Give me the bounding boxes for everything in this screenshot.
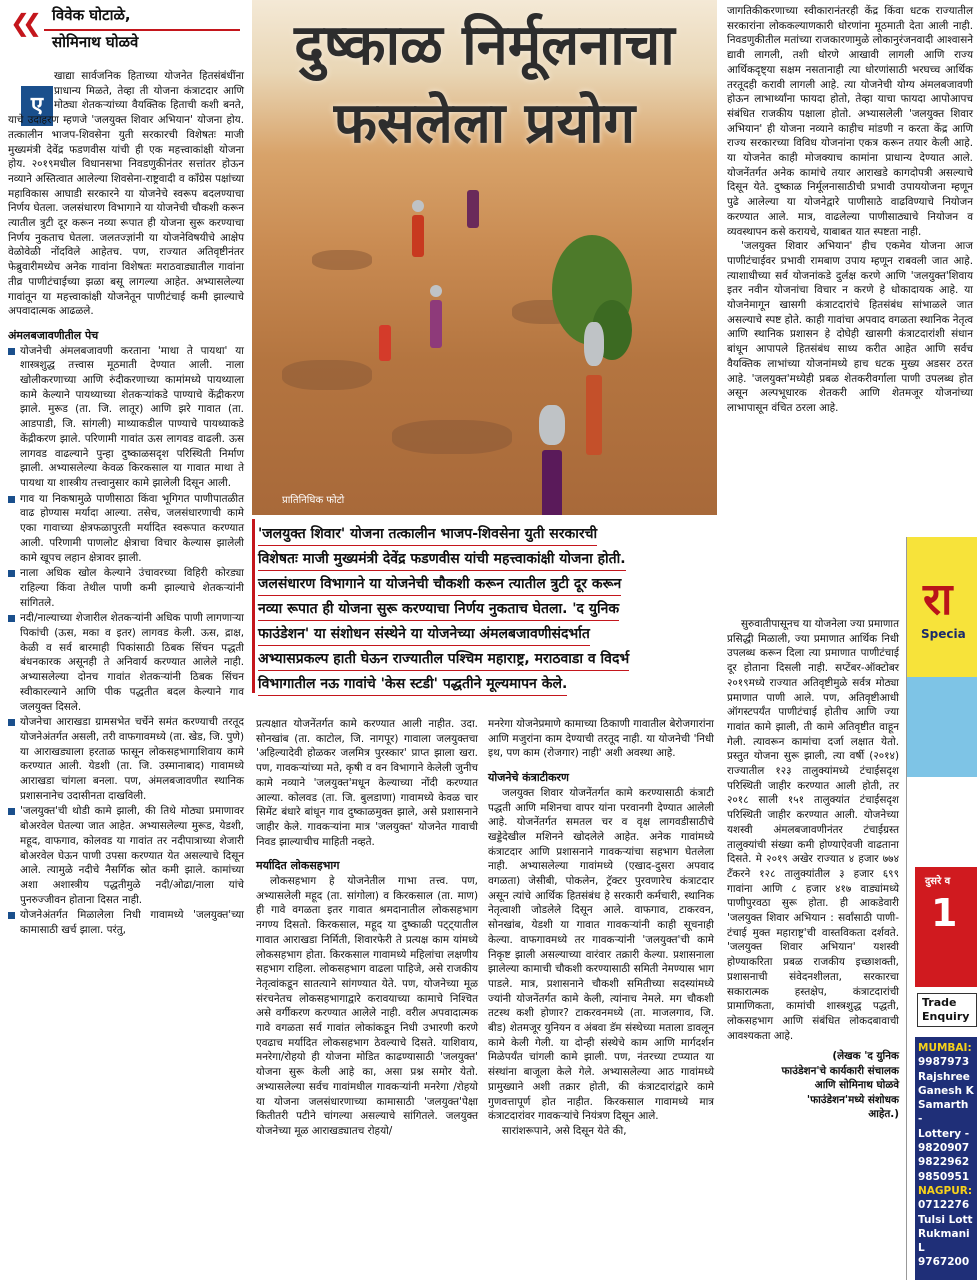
ad-trade-enquiry: Trade Enquiry <box>917 993 977 1027</box>
headline-line-1: दुष्काळ निर्मूलनाचा <box>294 13 675 78</box>
blurb-line: अभ्यासप्रकल्प हाती घेऊन राज्यातील पश्चिम महाराष्ट्र, मराठवाडा व विदर्भ <box>258 648 629 671</box>
byline-rule <box>44 29 240 31</box>
blurb-bar <box>252 519 255 693</box>
drop-cap: ए <box>21 86 53 126</box>
article-column-1 <box>8 69 244 939</box>
article-column-4-lower <box>727 617 899 1122</box>
list-item: योजनेची अंमलबजावणी करताना 'माथा ते पायथा' या शास्त्रशुद्ध तत्त्वास मूठमाती देण्यात आली. नाला खोलीकरणाच्या आणि रुंदीकरणाच्या कामांमध्ये पायथ्याला कामे केल्याने पायथ्याच्या शेतकऱ्यांकडे पाण्याचे केंद्रीकरण झाले. मुरूड (ता. जि. लातूर) आणि झरे गावात (ता. आडपाडी, जि. सांगली) माथ्याकडील पाण्याचे पायथ्याकडे केंद्रीकरण झाले. परिणामी गावांत ऊस लागवड वाढली. ऊस लागवड वाढल्याने पुन्हा दुष्काळसदृश परिस्थिती निर्माण झाली. अभ्यासलेल्या केवळ किरकसाल या गावात माथा ते पायथा या शास्त्रीय तत्त्वानुसार कामे झालेली दिसून आली. <box>8 344 244 491</box>
blurb-line: विशेषतः माजी मुख्यमंत्री देवेंद्र फडणवीस यांची महत्त्वाकांक्षी योजना होती. <box>258 548 626 571</box>
byline <box>0 0 244 62</box>
list-item: नाला अधिक खोल केल्याने उंचावरच्या विहिरी कोरड्या राहिल्या किंवा तेथील पाणी कमी झाल्याचे शेतकऱ्यांनी सांगितले. <box>8 566 244 610</box>
paragraph: प्रत्यक्षात योजनेंतर्गत कामे करण्यात आली नाहीत. उदा. सोनखांब (ता. काटोल, जि. नागपूर) गावाला जलयुक्तचा 'अहिल्यादेवी होळकर जलमित्र पुरस्कार' प्राप्त झाला खरा. पण, गावकऱ्यांच्या मते, कृषी व वन विभागाने केलेली जुनीच कामे नव्याने 'जलयुक्त'मधून केल्याच्या नोंदी करण्यात आल्या. कोलवड (ता. जि. बुलडाणा) गावामध्ये केवळ चार सिमेंट बंधारे बांधून गाव दुष्काळमुक्त झाले, असे प्रशासनाने जाहीर केले. गावकऱ्यांना मात्र 'जलयुक्त' योजनेत गावाची निवड झाल्याचीच माहिती नव्हते. <box>256 718 478 848</box>
ad-contacts: MUMBAI: 9987973 Rajshree Ganesh K Samarth - Lottery - 9820907 9822962 9850951 NAGPUR: 0712276 Tulsi Lott Rukmani L 9767200 <box>915 1037 977 1280</box>
list-item: गाव या निकषामुळे पाणीसाठा किंवा भूगिगत पाणीपातळीत वाढ होण्यास मर्यादा आल्या. तसेच, जलसंधारणाची कामे एका गावाच्या क्षेत्रफळापुरती मर्यादित स्वरूपात करण्यात आली. परिणामी पाणलोट क्षेत्राचा विचार केल्यास झालेली कामे खूपच लहान क्षेत्रावर झाली. <box>8 492 244 566</box>
advertisement[interactable] <box>906 537 977 1280</box>
author-credit: (लेखक 'द युनिक फाउंडेशन'चे कार्यकारी संचालक आणि सोमिनाथ घोळवे 'फाउंडेशन'मध्ये संशोधक आहेत.) <box>781 1050 899 1121</box>
list-item: योजनेचा आराखडा ग्रामसभेत चर्चेने समंत करण्याची तरतूद योजनेअंतर्गत असली, तरी वाफगावमध्ये (ता. खेड, जि. पुणे) या आराखड्याला हरताळ फासून लोकसहभागाशिवाय कामे करण्यात आली. येडशी (ता. जि. उस्मानाबाद) गावामध्ये आराखडा चांगला बनला. पण, अंमलबजावणीत स्थानिक प्रशासनानेच उदासीनता दाखविली. <box>8 715 244 803</box>
ad-title: रा <box>923 574 953 625</box>
section-heading: मर्यादित लोकसहभाग <box>256 859 340 873</box>
blurb-line: विभागातील नऊ गावांचे 'केस स्टडी' पद्धतीने मूल्यमापन केले. <box>258 673 567 696</box>
blurb-line: 'जलयुक्त शिवार' योजना तत्कालीन भाजप-शिवसेना युती सरकारची <box>258 523 597 546</box>
bullet-list <box>8 344 244 938</box>
article-photo <box>252 0 717 515</box>
intro-paragraph: खाद्या सार्वजनिक हिताच्या योजनेत हितसंबंधींना प्राधान्य मिळते, तेव्हा ती योजना कंत्राटदार आणि मोठ्या शेतकऱ्यांच्या वैयक्तिक हिताची कशी बनते, याचे उदाहरण म्हणजे 'जलयुक्त शिवार अभियान' योजना होय. तत्कालीन भाजप-शिवसेना युती सरकारची विशेषतः माजी मुख्यमंत्री देवेंद्र फडणवीस यांची ही एक महत्त्वाकांक्षी योजना होय. २०१९मधील विधानसभा निवडणुकीनंतर सत्तांतर होऊन नव्याने अस्तित्वात आलेल्या शिवसेना-राष्ट्रवादी व काँग्रेस पक्षांच्या महाविकास आघाडी सरकारने या योजनेचे स्वरूप बदलण्याचा निर्णय घेतला. जलसंधारण विभागाने या योजनेची चौकशी करून त्यातील त्रुटी दूर करून नव्या रूपात ही योजना सुरू करण्याचा निर्णय नुकताच घेतला. जलतज्ज्ञांनी या योजनेविषयीचे आक्षेप वेळोवेळी नोंदविले आहेतच. पण, राज्यात अतिवृष्टीनंतर फेब्रुवारीमध्येच अनेक गावांना विशेषतः मराठवाड्यातील गावांना तीव्र पाणीटंचाईच्या झळा बसू लागल्या आहेत. अभ्यासलेल्या गावांतून या महत्त्वाकांक्षी योजनेतून पाणीटंचाई कमी झाल्याचे अपवादात्मक आढळले. <box>8 70 244 318</box>
blurb-line: जलसंधारण विभागाने या योजनेची चौकशी करून त्यातील त्रुटी दूर करून <box>258 573 621 596</box>
paragraph: जागतिकीकरणाच्या स्वीकारानंतरही केंद्र किंवा धटक राज्यातील सरकारांना लोककल्याणकारी धोरणांना मूठमाती देता आली नाही. निवडणुकीतील मतांच्या राजकारणामुळे लोकानुरंजनवादी आश्वासने द्यावी लागली, तशी धोरणे आखावी लागली आणि राज्य आर्थिकदृष्ट्या सक्षम नसतानाही त्या धोरणांसाठी भरघच्च आर्थिक तरतूदही करावी लागली आहे. त्या योजनेची योग्य अंमलबजावणी होऊन लाभार्थ्यांना फायदा होतो, तेव्हा याचा फायदा आपोआपच संबंधित राजकीय पक्षाला होतो. अभ्यासलेली 'जलयुक्त शिवार अभियान' ही योजना नव्याने काहीच मांडणी न करता केंद्र आणि राज्य सरकारच्या विविध योजनांना एकत्र करून तयार केली आहे. या योजनेत काही मोजक्याच कामांना प्राधान्य देण्यात आले. योजनेंतर्गत अनेक कामांचे तयार आराखडे कागदोपत्री असल्याचे दिसून येते. दुष्काळ निर्मूलनासाठीची प्रभावी उपाययोजना म्हणून पुढे आलेल्या या योजनेद्वारे पाणीसाठे वाढविण्याचे नियोजन करण्यात आले. मात्र, वाढलेल्या पाणीसाठ्याचे नियोजन व व्यवस्थापन कसे करायचे, याबाबत यात स्पष्टता नाही. <box>727 5 973 238</box>
blurb-line: नव्या रूपात ही योजना सुरू करण्याचा निर्णय नुकताच घेतला. 'द युनिक <box>258 598 619 621</box>
paragraph: लोकसहभाग हे योजनेतील गाभा तत्त्व. पण, अभ्यासलेली महूद (ता. सांगोला) व किरकसाल (ता. माण) ही गावे वगळता इतर गावात श्रमदानातील लोकसहभाग नगण्य दिसतो. किरकसाल, महूद या दुष्काळी पट्ट्यातील गावात आराखडा निर्मिती, शिवारफेरी ते प्रत्यक्ष काम यांमध्ये लोकसहभाग होता. किरकसाल गावामध्ये महिलांचा लक्षणीय सहभाग राहिला. लोकसहभाग वाढला पाहिजे, असे राजकीय नेतृत्वांकडून सातत्याने सांगण्यात येते. पण, योजनेच्या मूळ संरचनेतच लोकसहभागाद्वारे करावयाच्या कामाचे निश्चित असे वर्गीकरण करण्यात आलेले नाही. वरील अपवादात्मक गावे वगळता सर्व गावांत लोकांकडून निधी उभारणी करणे एवढाच मर्यादित लोकसहभाग ठेवल्याचे दिसते. याशिवाय, मनरेगा/रोहयो ही योजना मोडित काढण्यासाठी 'जलयुक्त' योजना सुरू केली आहे का, असा प्रश्न समोर येतो. अभ्यासलेल्या सर्वच गावांमधील गावकऱ्यांनी मनरेगा /रोहयो या योजना जलसंधारणाच्या कामासाठी 'जलयुक्त'पेक्षा कितीतरी पटीने चांगल्या असल्याचे सांगितले. जलयुक्त योजनेच्या मूळ आराखड्यातच रोहयो/ <box>256 875 478 1137</box>
section-heading: अंमलबजावणीतील पेच <box>8 328 99 342</box>
author-name-2: सोमिनाथ घोळवे <box>52 33 139 51</box>
list-item: नदी/नाल्याच्या शेजारील शेतकऱ्यांनी अधिक पाणी लागणाऱ्या पिकांची (ऊस, मका व इतर) लागवड केली. ऊस, द्राक्ष, केळी व सर्व बारमाही पिकांसाठी ठिबक सिंचन पद्धती बंधनकारक असूनही ते अनिवार्य करण्यात आलेले नाही. अभ्यासलेल्या दोनच गावांत शेतकऱ्यांनी ठिबक सिंचन स्वीकारल्याने आणि पीक पद्धतीत बदल केल्याने गाव जलयुक्त दिसले. <box>8 611 244 714</box>
list-item: योजनेअंतर्गत मिळालेला निधी गावामध्ये 'जलयुक्त'च्या कामासाठी खर्च झाला. परंतु, <box>8 908 244 937</box>
article-column-3 <box>488 717 714 1139</box>
paragraph: जलयुक्त शिवार योजनेंतर्गत कामे करण्यासाठी कंत्राटी पद्धती आणि मशिनचा वापर यांना परवानगी देण्यात आलेली आहे. योजनेंतर्गत समतल चर व वृक्ष लागवडीसाठीचे खड्डेदेखील मशिनने खोदलेले आहेत. अनेक गावांमध्ये कंत्राटदार आणि प्रशासनाने गावकऱ्यांचा सहभाग घेतलेला नाही. अभ्यासलेल्या गावांमध्ये (एखाद-दुसरा अपवाद वगळता) जेसीबी, पोकलेन, ट्रॅक्टर पुरवणारेच कंत्राटदार असून त्यांचे आर्थिक हितसंबंध हे सरकारी कर्मचारी, स्थानिक नेतृत्वाशी जोडलेले दिसून आले. वाफगाव, टाकरवन, सोनखांब, येडशी या गावात गावकऱ्यांनी काही सूचनाही केल्या. वाफगावमध्ये तर गावकऱ्यांनी 'जलयुक्त'ची कामे निकृष्ट झाली असल्याच्या वारंवार तक्रारी केल्या. प्रशासनाला झालेल्या कामाची चौकशी करण्यासाठी समिती नेमण्यास भाग पाडले. मात्र, प्रशासनाने चौकशी समितीच्या सदस्यांमध्ये ज्यांनी योजनेंतर्गत कामे केली, त्यांनाच नेमले. मग चौकशी तटस्थ कशी होणार? टाकरवनमध्ये (ता. माजलगाव, जि. बीड) शेतमजूर युनियन व अंबवा डॅम संस्थेच्या मताला डावलून कामे केली गेली. या दोन्ही संस्थेचे काम आणि मार्गदर्शन मिळेपर्यंत चांगली कामे झाली. पण, नंतरच्या टप्प्यात या संस्थांना बाजूला केले गेले. अभ्यासलेल्या आठ गावांमध्ये प्रामुख्याने अशी तक्रार होती, की कंत्राटदारांद्वारे कामे गुणवत्तापूर्ण होत नाहीत. किरकसाल गावामध्ये मात्र कंत्राटदारांवर गावकऱ्यांचे नियंत्रण दिसून आले. <box>488 786 714 1123</box>
article-column-4 <box>727 4 973 416</box>
ad-image <box>907 677 977 777</box>
list-item: 'जलयुक्त'ची थोडी कामे झाली, की तिथे मोठ्या प्रमाणावर बोअरवेल घेतल्या जात आहेत. अभ्यासलेल्या मुरूड, येडशी, महूद, वाफगाव, कोलवड या गावांत तर नदीपात्राच्या शेजारी बोअरवेल घेऊन पाणी उपसा करण्यात येत असल्याचे दिसून आले. त्यामुळे नदीचे नैसर्गिक स्रोत कमी झाले. कामांच्या अशा अशास्त्रीय पद्धतीमुळे नदी/ओढा/नाला यांचे पुनरुज्जीवन होताना दिसत नाही. <box>8 804 244 907</box>
blurb-line: फाउंडेशन' या संशोधन संस्थेने या योजनेच्या अंमलबजावणीसंदर्भात <box>258 623 590 646</box>
section-heading: योजनेचे कंत्राटीकरण <box>488 771 569 785</box>
paragraph: सारांशरूपाने, असे दिसून येते की, <box>502 1124 627 1137</box>
author-name-1: विवेक घोटाळे, <box>52 6 131 24</box>
chevron-icon: ❮❮ <box>10 9 35 37</box>
paragraph: मनरेगा योजनेप्रमाणे कामाच्या ठिकाणी गावातील बेरोजगारांना आणि मजुरांना काम देण्याची तरतूद नाही. या योजनेची 'निधी इथ, पण काम (रोजगार) नाही' अशी अवस्था आहे. <box>488 718 714 760</box>
summary-blurb <box>252 519 718 695</box>
headline-line-2: फसलेला प्रयोग <box>333 91 636 156</box>
article-column-2 <box>256 717 478 1139</box>
paragraph: 'जलयुक्त शिवार अभियान' हीच एकमेव योजना आज पाणीटंचाईवर प्रभावी रामबाण उपाय म्हणून राबवली जात आहे. त्याशाधीच्या सर्व योजनांकडे दुर्लक्ष करणे आणि 'जलयुक्त'शिवाय इतर नवीन योजनांचा विचार न करणे हे धोकादायक आहे. या योजनेमागून खासगी कंत्राटदारांचे हितसंबंध सांभाळले जात असल्याचे स्पष्ट होते. काही गावांचा अपवाद वगळता स्थानिक नेतृत्व आणि स्थानिक प्रशासन हे दोघेही खासगी कंत्राटदारांशी संधान बांधून आपापले हितसंबंध साध्य करीत आहेत आणि सर्वच वैयक्तिक लाभांच्या योजनांमध्ये हाच धटक मुख्य अडसर ठरत आहे. 'जलयुक्त'मध्येही प्रबळ शेतकरीवर्गाला पाणी उपलब्ध होत असून अल्पभूधारक शेतकरी आणि शेतमजूर योजनांच्या लाभापासून वंचित ठरला आहे. <box>727 240 973 414</box>
paragraph: सुरुवातीपासूनच या योजनेला ज्या प्रमाणात प्रसिद्धी मिळाली, ज्या प्रमाणात आर्थिक निधी उपलब्ध करून दिला त्या प्रमाणात पाणीटंचाई दूर होताना दिसली नाही. सप्टेंबर-ऑक्टोबर २०१९मध्ये राज्यात अतिवृष्टीमुळे सर्वत्र मोठ्या प्रमाणात पाणी आले. पण, अतिवृष्टीआधी ऑगस्टपर्यंत पाणीटंचाई होतीच आणि ज्या गावांत कामे झाली, ती कामे अतिवृष्टीत वाहून गेली. त्यावरून कामांचा दर्जा लक्षात येतो. प्रस्तुत योजना सुरू झाली, त्या वर्षी (२०१४) राज्यातील १२३ तालुक्यांमध्ये टंचाईसदृश परिस्थिती जाहीर करण्यात आली होती, तर २०१८ साली १५१ तालुक्यांत टंचाईसदृश परिस्थिती जाहीर करण्यात आली. योजनेच्या यशस्वी अंमलबजावणीनंतर टंचाईग्रस्त तालुक्यांची संख्या कमी होण्याऐवजी वाढताना दिसते. मे २०१९ अखेर राज्यात ४ हजार ७७४ टँकरने १२८ तालुक्यांतील ३ हजार ६९९ गावांना आणि ८ हजार ४१७ वाड्यांमध्ये पाणीपुरवठा सुरू होता. ही आकडेवारी 'जलयुक्त शिवार अभियान : सर्वांसाठी पाणी-टंचाई मुक्त महाराष्ट्र'ची वास्तविकता दर्शवते. 'जलयुक्त शिवार अभियान' यशस्वी होण्याकरिता प्रबळ राजकीय इच्छाशक्ती, प्रशासनाची संवेदनशीलता, सरकारचा सकारात्मक हस्तक्षेप, कंत्राटदारांची प्रामाणिकता, कामांची शास्त्रशुद्ध पद्धती, लोकसहभाग आणि संबंधित लोकदबावाची आवश्यकता आहे. <box>727 618 899 1042</box>
ad-promo: दुसरे व 1 <box>915 867 977 987</box>
ad-subtitle: Specia <box>921 627 966 641</box>
photo-caption: प्रातिनिधिक फोटो <box>282 495 345 506</box>
